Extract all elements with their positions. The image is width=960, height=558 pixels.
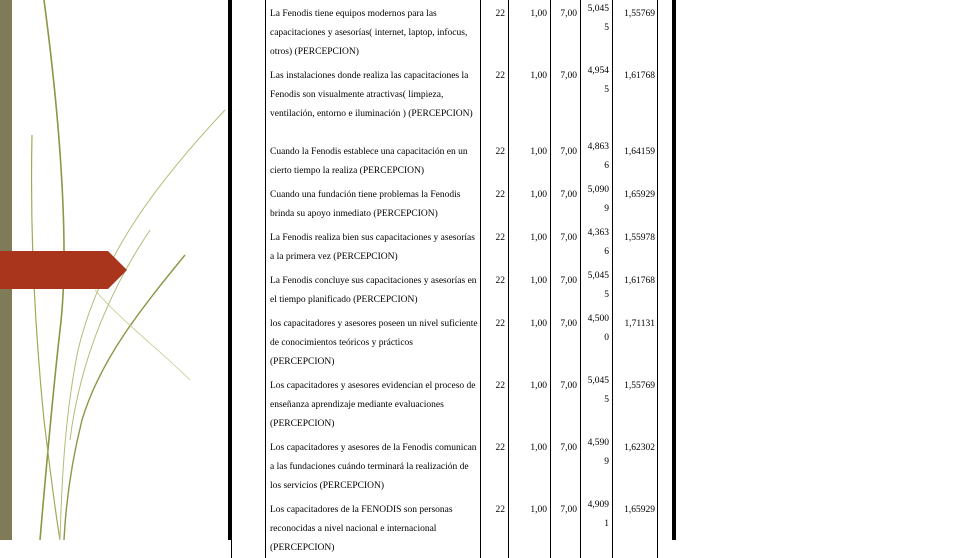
row-spacer-cell	[232, 0, 266, 62]
row-end-cell	[658, 310, 673, 372]
mean-value-line1: 5,090	[587, 185, 609, 195]
n-cell: 22	[481, 372, 509, 434]
std-deviation-cell: 1,55769	[613, 0, 658, 62]
maximum-cell: 7,00	[551, 181, 581, 224]
mean-cell	[581, 310, 613, 372]
item-statement-cell: Cuando una fundación tiene problemas la Fenodis brinda su apoyo inmediato (PERCEPCION)	[266, 181, 481, 224]
mean-value-line1: 4,909	[587, 500, 609, 510]
n-cell: 22	[481, 138, 509, 181]
n-cell: 22	[481, 267, 509, 310]
row-end-cell	[658, 62, 673, 138]
row-spacer-cell	[232, 434, 266, 496]
minimum-cell: 1,00	[509, 138, 551, 181]
table-row	[232, 496, 673, 558]
row-end-cell	[658, 0, 673, 62]
mean-cell	[581, 434, 613, 496]
item-statement-cell: La Fenodis realiza bien sus capacitaciones y asesorías a la primera vez (PERCEPCION)	[266, 224, 481, 267]
maximum-cell: 7,00	[551, 372, 581, 434]
table-row	[232, 181, 673, 224]
table-row	[232, 267, 673, 310]
red-arrow-shape	[0, 251, 127, 289]
mean-value-line2: 5	[604, 395, 609, 405]
n-cell: 22	[481, 434, 509, 496]
mean-value-line1: 4,954	[587, 66, 609, 76]
n-cell: 22	[481, 310, 509, 372]
mean-cell	[581, 138, 613, 181]
maximum-cell: 7,00	[551, 62, 581, 138]
mean-cell	[581, 62, 613, 138]
mean-value-line1: 5,045	[587, 4, 609, 14]
descriptive-statistics-table	[231, 0, 673, 558]
mean-value-line2: 5	[604, 23, 609, 33]
row-end-cell	[658, 434, 673, 496]
row-end-cell	[658, 496, 673, 558]
table-body	[232, 0, 673, 558]
n-cell: 22	[481, 181, 509, 224]
table-row	[232, 310, 673, 372]
n-cell: 22	[481, 62, 509, 138]
mean-value-line1: 4,500	[587, 314, 609, 324]
table-row	[232, 0, 673, 62]
maximum-cell: 7,00	[551, 138, 581, 181]
mean-value-line2: 9	[604, 457, 609, 467]
table-row	[232, 62, 673, 138]
mean-value-line1: 5,045	[587, 376, 609, 386]
std-deviation-cell: 1,71131	[613, 310, 658, 372]
minimum-cell: 1,00	[509, 310, 551, 372]
mean-value-line2: 5	[604, 85, 609, 95]
minimum-cell: 1,00	[509, 496, 551, 558]
minimum-cell: 1,00	[509, 267, 551, 310]
mean-value-line2: 9	[604, 204, 609, 214]
mean-value-line2: 6	[604, 247, 609, 257]
mean-value-line1: 5,045	[587, 271, 609, 281]
std-deviation-cell: 1,55769	[613, 372, 658, 434]
item-statement-cell: Los capacitadores y asesores evidencian el proceso de enseñanza aprendizaje mediante evaluaciones (PERCEPCION)	[266, 372, 481, 434]
maximum-cell: 7,00	[551, 310, 581, 372]
item-statement-cell: La Fenodis concluye sus capacitaciones y asesorías en el tiempo planificado (PERCEPCION)	[266, 267, 481, 310]
row-spacer-cell	[232, 181, 266, 224]
n-cell: 22	[481, 224, 509, 267]
mean-value-line2: 6	[604, 161, 609, 171]
mean-value-line2: 1	[604, 519, 609, 529]
minimum-cell: 1,00	[509, 62, 551, 138]
row-end-cell	[658, 224, 673, 267]
table-row	[232, 372, 673, 434]
n-cell: 22	[481, 496, 509, 558]
maximum-cell: 7,00	[551, 434, 581, 496]
mean-cell	[581, 496, 613, 558]
item-statement-cell: La Fenodis tiene equipos modernos para las capacitaciones y asesorías( internet, laptop, infocus, otros) (PERCEPCION)	[266, 0, 481, 62]
mean-value-line1: 4,863	[587, 142, 609, 152]
std-deviation-cell: 1,65929	[613, 181, 658, 224]
mean-cell	[581, 0, 613, 62]
row-spacer-cell	[232, 138, 266, 181]
maximum-cell: 7,00	[551, 496, 581, 558]
row-spacer-cell	[232, 62, 266, 138]
item-statement-cell: los capacitadores y asesores poseen un nivel suficiente de conocimientos teóricos y prácticos (PERCEPCION)	[266, 310, 481, 372]
row-spacer-cell	[232, 267, 266, 310]
row-end-cell	[658, 181, 673, 224]
row-spacer-cell	[232, 310, 266, 372]
item-statement-cell: Los capacitadores y asesores de la Fenodis comunican a las fundaciones cuándo terminará la realización de los servicios (PERCEPCION)	[266, 434, 481, 496]
minimum-cell: 1,00	[509, 0, 551, 62]
minimum-cell: 1,00	[509, 372, 551, 434]
item-statement-cell: Las instalaciones donde realiza las capacitaciones la Fenodis son visualmente atractivas( limpieza, ventilación, entorno e iluminación ) (PERCEPCION)	[266, 62, 481, 138]
maximum-cell: 7,00	[551, 267, 581, 310]
item-statement-cell: Cuando la Fenodis establece una capacitación en un cierto tiempo la realiza (PERCEPCION)	[266, 138, 481, 181]
item-statement-cell: Los capacitadores de la FENODIS son personas reconocidas a nivel nacional e internacional (PERCEPCION)	[266, 496, 481, 558]
mean-cell	[581, 372, 613, 434]
table-frame	[228, 0, 676, 553]
maximum-cell: 7,00	[551, 224, 581, 267]
mean-value-line1: 4,590	[587, 438, 609, 448]
table-inner	[231, 0, 672, 553]
row-spacer-cell	[232, 372, 266, 434]
mean-cell	[581, 224, 613, 267]
row-spacer-cell	[232, 496, 266, 558]
table-row	[232, 434, 673, 496]
row-end-cell	[658, 138, 673, 181]
row-spacer-cell	[232, 224, 266, 267]
std-deviation-cell: 1,64159	[613, 138, 658, 181]
n-cell: 22	[481, 0, 509, 62]
std-deviation-cell: 1,61768	[613, 267, 658, 310]
row-end-cell	[658, 372, 673, 434]
std-deviation-cell: 1,65929	[613, 496, 658, 558]
maximum-cell: 7,00	[551, 0, 581, 62]
std-deviation-cell: 1,62302	[613, 434, 658, 496]
table-row	[232, 224, 673, 267]
mean-value-line1: 4,363	[587, 228, 609, 238]
mean-value-line2: 0	[604, 333, 609, 343]
std-deviation-cell: 1,61768	[613, 62, 658, 138]
minimum-cell: 1,00	[509, 434, 551, 496]
std-deviation-cell: 1,55978	[613, 224, 658, 267]
table-row	[232, 138, 673, 181]
mean-cell	[581, 181, 613, 224]
minimum-cell: 1,00	[509, 181, 551, 224]
mean-cell	[581, 267, 613, 310]
minimum-cell: 1,00	[509, 224, 551, 267]
row-end-cell	[658, 267, 673, 310]
mean-value-line2: 5	[604, 290, 609, 300]
